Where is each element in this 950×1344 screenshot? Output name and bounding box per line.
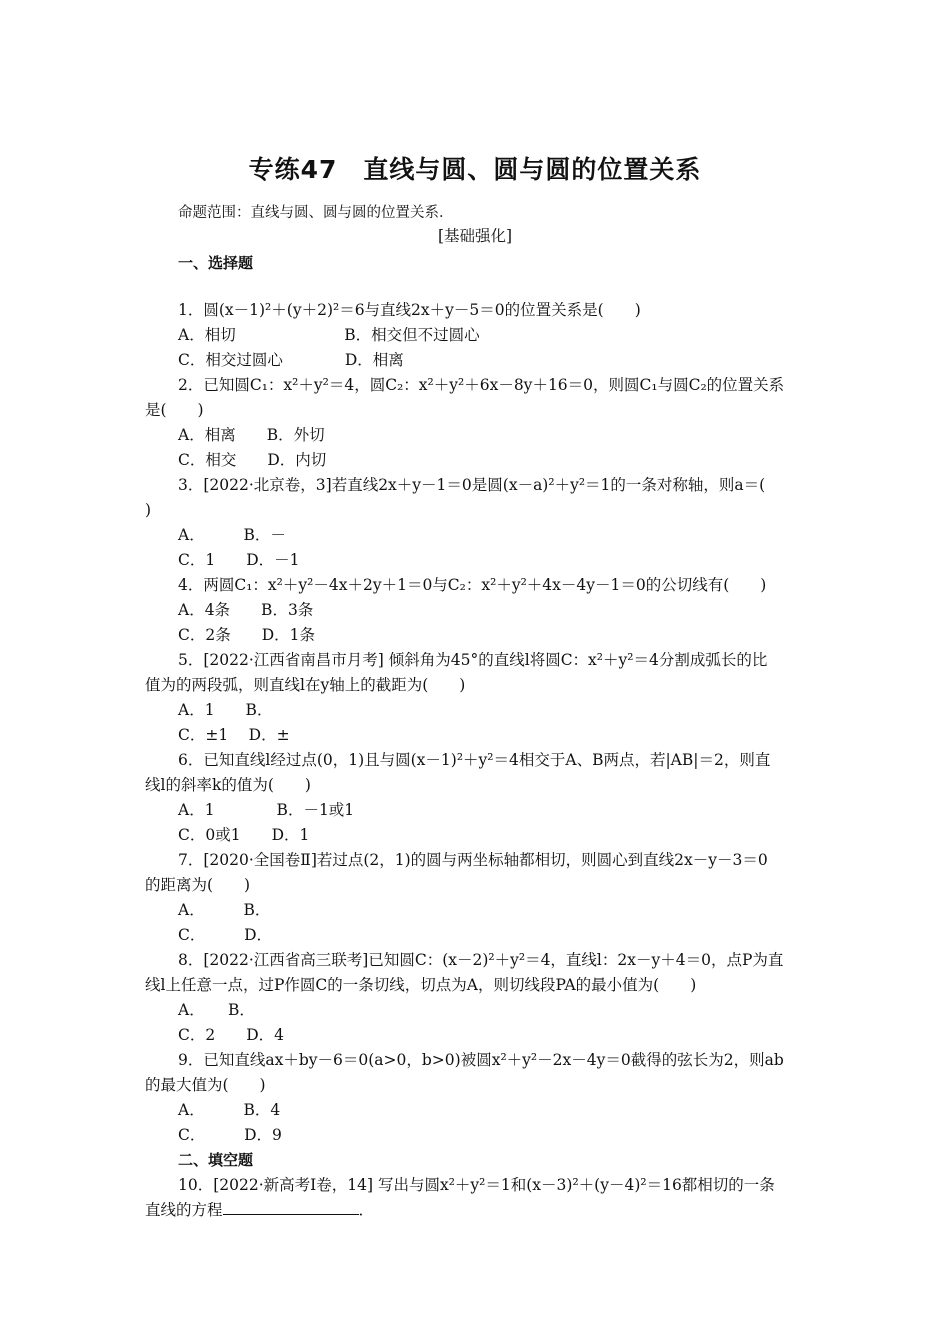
q10-end-punct: ．: [358, 1201, 375, 1219]
q6-options-cd: C．0或1 D．1: [178, 826, 310, 844]
q5-stem: 5．[2022·江西省南昌市月考] 倾斜角为45°的直线l将圆C：x²＋y²＝4分割成弧长的比: [178, 651, 768, 669]
q5-stem-cont: 值为的两段弧，则直线l在y轴上的截距为( ): [145, 676, 466, 694]
q8-stem-cont: 线l上任意一点，过P作圆C的一条切线，切点为A，则切线段PA的最小值为( ): [145, 976, 697, 994]
q7-stem-cont: 的距离为( ): [145, 876, 251, 894]
q7-options-ab: A． B．: [178, 901, 271, 919]
q9-stem-cont: 的最大值为( ): [145, 1076, 266, 1094]
q9-options-ab: A． B．4: [178, 1101, 281, 1119]
level-tag: [基础强化]: [437, 227, 513, 245]
q4-stem: 4．两圆C₁：x²＋y²－4x＋2y＋1＝0与C₂：x²＋y²＋4x－4y－1＝0的公切线有( ): [178, 576, 767, 594]
q6-options-ab: A．1 B．－1或1: [178, 801, 355, 819]
q9-options-cd: C． D．9: [178, 1126, 282, 1144]
q10-stem: 10．[2022·新高考Ⅰ卷，14] 写出与圆x²＋y²＝1和(x－3)²＋(y－4)²＝16都相切的一条: [178, 1176, 775, 1194]
q10-stem-cont: [145, 1200, 374, 1220]
q1-stem: 1．圆(x－1)²＋(y＋2)²＝6与直线2x＋y－5＝0的位置关系是( ): [178, 301, 641, 319]
q8-options-ab: A． B．: [178, 1001, 255, 1019]
scope-line: [178, 203, 454, 223]
page-title: 专练47 直线与圆、圆与圆的位置关系: [248, 155, 702, 184]
q2-stem: 2．已知圆C₁：x²＋y²＝4，圆C₂：x²＋y²＋6x－8y＋16＝0，则圆C₁与圆C₂的位置关系: [178, 376, 785, 394]
section-heading-fill: 二、填空题: [178, 1151, 254, 1169]
q1-options-cd: C．相交过圆心 D．相离: [178, 351, 404, 369]
answer-blank[interactable]: [223, 1200, 359, 1215]
q6-stem-cont: 线l的斜率k的值为( ): [145, 776, 311, 794]
q7-stem: 7．[2020·全国卷Ⅱ]若过点(2，1)的圆与两坐标轴都相切，则圆心到直线2x－y－3＝0: [178, 851, 768, 869]
q2-options-cd: C．相交 D．内切: [178, 451, 327, 469]
q5-options-cd: C．±1 D．±: [178, 726, 290, 744]
q8-options-cd: C．2 D．4: [178, 1026, 285, 1044]
q3-options-cd: C．1 D．－1: [178, 551, 300, 569]
q10-stem-text: 直线的方程: [145, 1201, 223, 1219]
q2-options-ab: A．相离 B．外切: [178, 426, 325, 444]
q1-options-ab: A．相切 B．相交但不过圆心: [178, 326, 480, 344]
q5-options-ab: A．1 B．: [178, 701, 273, 719]
q4-options-ab: A．4条 B．3条: [178, 601, 314, 619]
section-heading-choice: 一、选择题: [178, 254, 254, 272]
q3-options-ab: A． B．－: [178, 526, 286, 544]
q2-stem-cont: 是( ): [145, 401, 204, 419]
q6-stem: 6．已知直线l经过点(0，1)且与圆(x－1)²＋y²＝4相交于A、B两点，若|AB|＝2，则直: [178, 751, 771, 769]
q3-stem-cont: ): [145, 501, 152, 519]
q9-stem: 9．已知直线ax＋by－6＝0(a>0，b>0)被圆x²＋y²－2x－4y＝0截得的弦长为2，则ab: [178, 1051, 784, 1069]
q8-stem: 8．[2022·江西省高三联考]已知圆C：(x－2)²＋y²＝4，直线l：2x－y＋4＝0，点P为直: [178, 951, 784, 969]
q4-options-cd: C．2条 D．1条: [178, 626, 316, 644]
q7-options-cd: C． D．: [178, 926, 273, 944]
scope-text: 直线与圆、圆与圆的位置关系．: [250, 205, 454, 221]
q3-stem: 3．[2022·北京卷，3]若直线2x＋y－1＝0是圆(x－a)²＋y²＝1的一条对称轴，则a＝(: [178, 476, 766, 494]
scope-label: 命题范围：: [178, 205, 251, 221]
